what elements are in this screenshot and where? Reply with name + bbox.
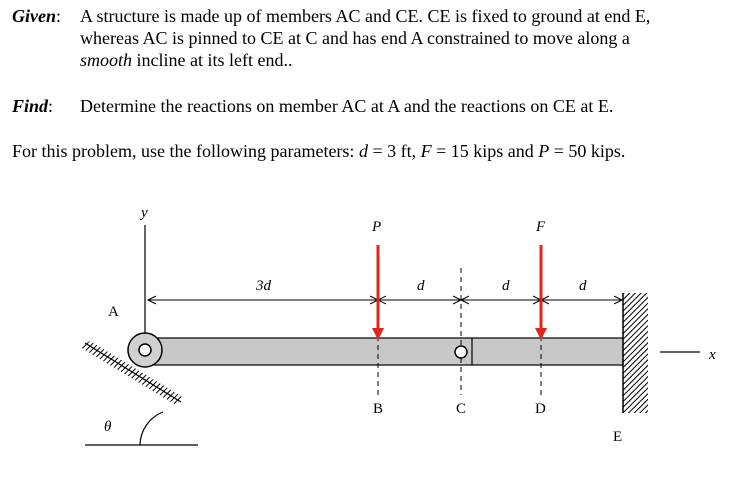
y-axis-label: y <box>141 205 148 221</box>
point-e-label: E <box>613 429 623 445</box>
fixed-wall-e <box>623 293 648 413</box>
point-a-label: A <box>108 304 119 320</box>
x-axis-label: x <box>709 347 716 363</box>
given-line-1: A structure is made up of members AC and CE. CE is fixed to ground at end E, <box>80 6 651 26</box>
dimension-d-3: d <box>579 278 587 294</box>
force-p-label: P <box>372 219 382 235</box>
angle-theta-label: θ <box>104 419 112 435</box>
find-colon: : <box>48 96 54 116</box>
given-line-2-text: whereas AC is pinned to CE at C and has end A constrained to move along a <box>80 28 630 48</box>
point-b-label: B <box>373 401 384 417</box>
roller-a-pin <box>139 344 151 356</box>
param-d-var: d <box>358 141 368 161</box>
given-title: Given <box>12 6 56 26</box>
given-line-3-rest: incline at its left end.. <box>132 50 293 70</box>
dimension-3d: 3d <box>256 278 271 294</box>
param-f-val: = 15 kips and <box>431 141 539 161</box>
beam-ace <box>145 338 623 365</box>
given-colon: : <box>56 6 62 26</box>
find-text: Determine the reactions on member AC at A and the reactions on CE at E. <box>80 96 614 116</box>
param-p-val: = 50 kips. <box>549 141 626 161</box>
param-d-val: = 3 ft, <box>367 141 421 161</box>
dimension-d-2: d <box>502 278 510 294</box>
param-f-var: F <box>420 141 432 161</box>
point-d-label: D <box>535 401 546 417</box>
given-smooth: smooth <box>80 50 133 70</box>
angle-arc <box>140 412 163 445</box>
find-title: Find <box>12 96 49 116</box>
pin-c <box>455 346 467 358</box>
param-p-var: P <box>538 141 550 161</box>
force-f-label: F <box>536 219 546 235</box>
section-dashed-lines <box>378 268 541 395</box>
point-c-label: C <box>456 401 467 417</box>
dimension-d-1: d <box>417 278 425 294</box>
params-prefix: For this problem, use the following parameters: <box>12 141 359 161</box>
